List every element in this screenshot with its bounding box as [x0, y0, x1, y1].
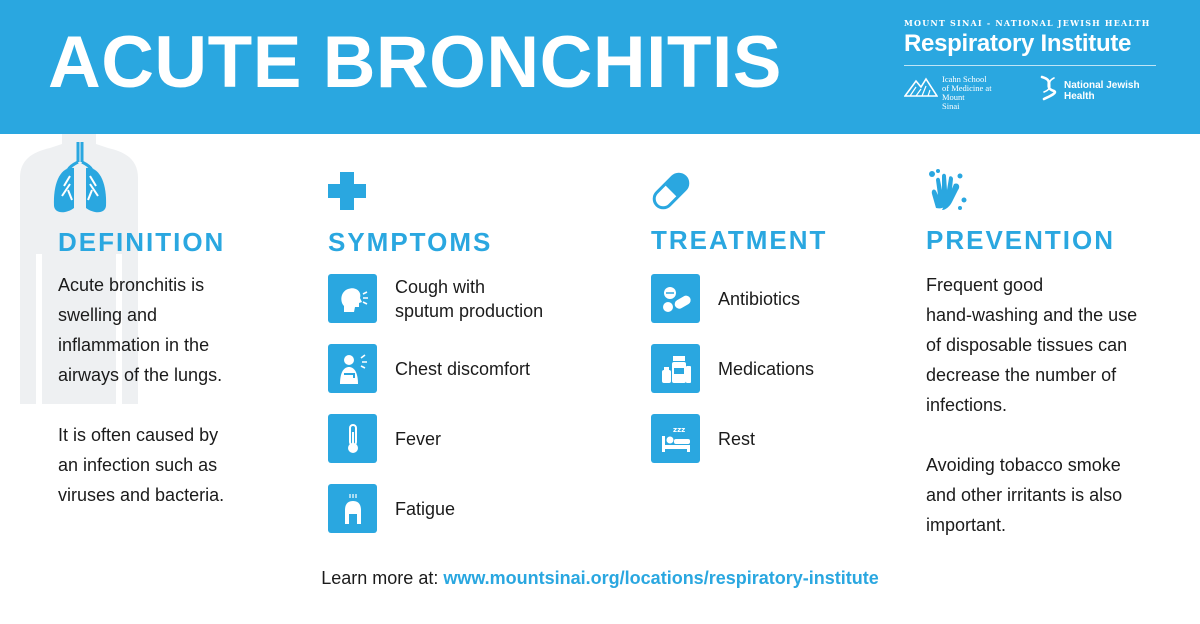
sleep-bed-icon [651, 414, 700, 463]
thermometer-icon [328, 414, 377, 463]
njh-logo [1038, 75, 1156, 111]
symptom-item [328, 274, 543, 323]
brand-divider [904, 65, 1156, 66]
brand-tagline: MOUNT SINAI - NATIONAL JEWISH HEALTH [904, 18, 1151, 28]
treatment-item [651, 344, 814, 393]
brand-block [904, 18, 1156, 111]
njh-helix-icon [1038, 75, 1060, 101]
chest-discomfort-icon [328, 344, 377, 393]
icahn-logo-text: Icahn School of Medicine at Mount Sinai [942, 74, 992, 111]
symptom-label: Cough with sputum production [395, 276, 544, 321]
treatment-item [651, 274, 800, 323]
symptom-label: Chest discomfort [395, 358, 531, 379]
partner-logos [904, 75, 1156, 111]
footer-prefix: Learn more at: [321, 568, 439, 588]
pills-icon [651, 274, 700, 323]
definition-heading: DEFINITION [58, 227, 226, 257]
treatment-heading: TREATMENT [651, 225, 828, 255]
mountain-icon [904, 75, 938, 97]
capsule-icon [648, 168, 694, 214]
symptom-item [328, 344, 530, 393]
icahn-logo [904, 75, 1008, 111]
medical-cross-icon [326, 170, 368, 212]
fatigue-icon [328, 484, 377, 533]
symptom-item [328, 414, 441, 463]
website-link[interactable]: www.mountsinai.org/locations/respiratory-institute [443, 568, 879, 588]
treatment-label: Rest [718, 428, 756, 449]
definition-text: Acute bronchitis is swelling and inflammation in the airways of the lungs. It is often caused by an infection such as viruses and bacteria. [58, 275, 225, 505]
symptom-label: Fatigue [395, 498, 456, 519]
symptoms-heading: SYMPTOMS [328, 227, 493, 257]
brand-name: Respiratory Institute [904, 30, 1132, 57]
page-title: ACUTE BRONCHITIS [48, 22, 782, 103]
treatment-label: Antibiotics [718, 288, 801, 309]
treatment-label: Medications [718, 358, 815, 379]
symptom-item [328, 484, 455, 533]
symptom-label: Fever [395, 428, 442, 449]
njh-logo-text: National Jewish Health [1064, 80, 1140, 102]
footer [0, 568, 1200, 589]
hand-washing-icon [924, 168, 968, 214]
medication-bottles-icon [651, 344, 700, 393]
header-banner [0, 0, 1200, 134]
prevention-heading: PREVENTION [926, 225, 1116, 255]
treatment-item [651, 414, 755, 463]
cough-icon [328, 274, 377, 323]
prevention-text: Frequent good hand-washing and the use of disposable tissues can decrease the number of infections. Avoiding tobacco smoke and other irritants is also important. [926, 275, 1138, 535]
lungs-icon [50, 140, 110, 220]
svg-text:zzz: zzz [672, 425, 685, 434]
